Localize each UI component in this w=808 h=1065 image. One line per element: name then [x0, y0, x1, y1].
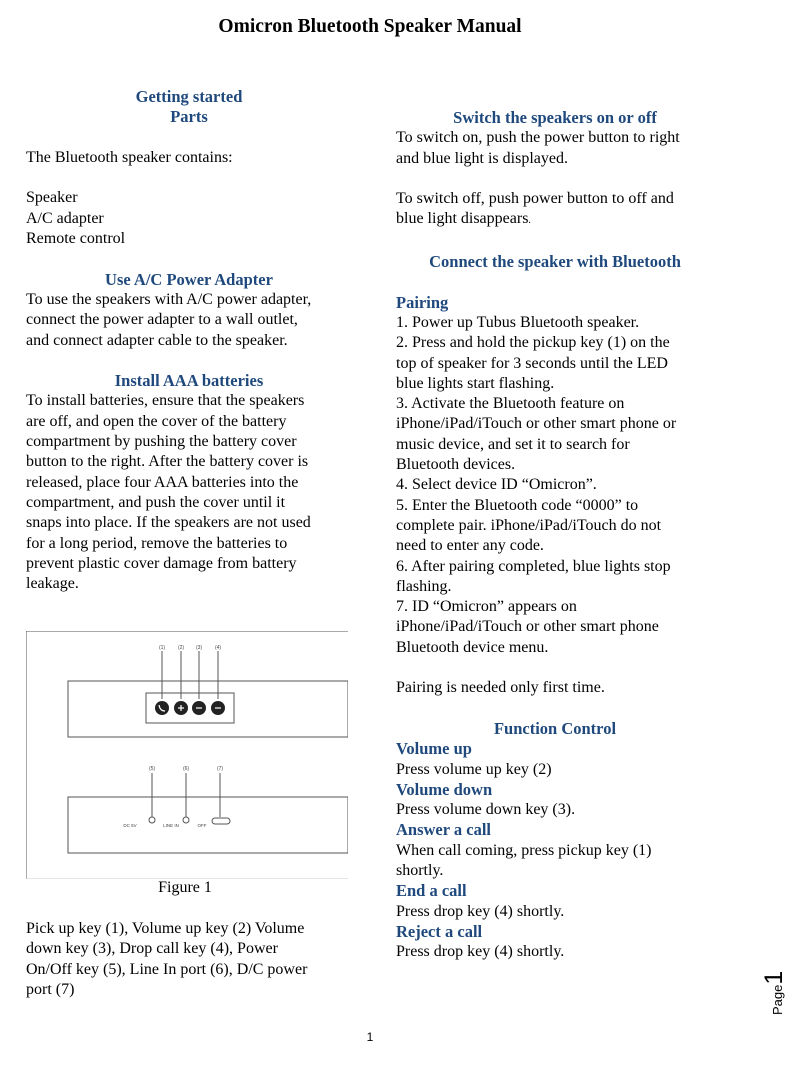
pairing-line: iPhone/iPad/iTouch or other smart phone or: [396, 415, 677, 433]
ac-line: and connect adapter cable to the speaker.: [26, 331, 288, 349]
ac-line: connect the power adapter to a wall outlet,: [26, 311, 298, 329]
switch-off-period: .: [528, 215, 531, 227]
heading-connect-bluetooth: Connect the speaker with Bluetooth: [429, 252, 681, 272]
aaa-line: are off, and open the cover of the battery: [26, 412, 287, 430]
pairing-note: Pairing is needed only first time.: [396, 679, 605, 697]
figure-label: (1): [158, 645, 166, 651]
figure-label: (2): [177, 645, 185, 651]
figure-label: (7): [216, 766, 224, 772]
aaa-line: leakage.: [26, 575, 79, 593]
dc-port: [149, 817, 155, 823]
pickup-key-icon: [155, 701, 169, 715]
speaker-top-view: [68, 681, 348, 737]
function-line: Press drop key (4) shortly.: [396, 902, 565, 920]
figure-caption: Figure 1: [158, 879, 212, 896]
function-line: Press volume up key (2): [396, 760, 552, 778]
figure-label: (5): [148, 766, 156, 772]
port-label: OFF: [197, 823, 207, 828]
speaker-diagram-figure: [26, 631, 348, 879]
document-title: Omicron Bluetooth Speaker Manual: [218, 16, 522, 37]
pairing-line: 2. Press and hold the pickup key (1) on the: [396, 334, 670, 352]
switch-off-line-2: [396, 209, 714, 231]
keys-line: down key (3), Drop call key (4), Power: [26, 940, 278, 958]
heading-getting-started: Getting started: [135, 87, 243, 106]
port-label: LINE IN: [163, 823, 179, 828]
heading-aaa-batteries: Install AAA batteries: [114, 371, 264, 391]
heading-ac-adapter: Use A/C Power Adapter: [105, 269, 273, 289]
heading-answer-call: Answer a call: [396, 820, 492, 840]
heading-switch: Switch the speakers on or off: [453, 108, 657, 127]
heading-volume-down: Volume down: [396, 779, 493, 799]
aaa-line: released, place four AAA batteries into the: [26, 473, 299, 491]
pairing-line: flashing.: [396, 577, 452, 595]
aaa-line: To install batteries, ensure that the speakers: [26, 392, 305, 410]
pairing-line: top of speaker for 3 seconds until the LED: [396, 354, 668, 372]
function-line: Press drop key (4) shortly.: [396, 943, 565, 961]
pairing-line: 5. Enter the Bluetooth code “0000” to: [396, 496, 639, 514]
pairing-line: Bluetooth device menu.: [396, 638, 549, 656]
pairing-line: 1. Power up Tubus Bluetooth speaker.: [396, 313, 640, 331]
aaa-line: compartment by pushing the battery cover: [26, 433, 297, 451]
heading-pairing: Pairing: [396, 292, 449, 312]
figure-label: (6): [182, 766, 190, 772]
heading-reject-call: Reject a call: [396, 921, 483, 941]
pairing-line: 3. Activate the Bluetooth feature on: [396, 395, 625, 413]
heading-end-call: End a call: [396, 881, 467, 901]
heading-parts: Parts: [170, 107, 208, 127]
aaa-line: for a long period, remove the batteries to: [26, 534, 288, 552]
pairing-line: complete pair. iPhone/iPad/iTouch do not: [396, 516, 662, 534]
ac-line: To use the speakers with A/C power adapter,: [26, 290, 312, 308]
switch-off-text: blue light disappears: [396, 210, 529, 228]
aaa-line: snaps into place. If the speakers are not used: [26, 514, 311, 532]
parts-item: Remote control: [26, 230, 126, 248]
switch-on-line: To switch on, push the power button to right: [396, 129, 680, 147]
switch-off-line: To switch off, push power button to off and: [396, 190, 674, 208]
page-word: Page: [770, 984, 785, 1015]
function-line: When call coming, press pickup key (1): [396, 841, 652, 859]
parts-item: Speaker: [26, 189, 78, 207]
footer-page-number: 1: [366, 1030, 374, 1044]
pairing-line: iPhone/iPad/iTouch or other smart phone: [396, 618, 659, 636]
pairing-line: 7. ID “Omicron” appears on: [396, 598, 577, 616]
page-marker: [752, 955, 792, 1021]
heading-volume-up: Volume up: [396, 739, 472, 759]
pairing-line: need to enter any code.: [396, 537, 544, 555]
pairing-line: blue lights start flashing.: [396, 374, 555, 392]
pairing-line: 6. After pairing completed, blue lights stop: [396, 557, 671, 575]
keys-line: Pick up key (1), Volume up key (2) Volume: [26, 920, 305, 937]
heading-function-control: Function Control: [493, 718, 617, 738]
pairing-line: Bluetooth devices.: [396, 456, 516, 474]
figure-label: (3): [195, 645, 203, 651]
port-label: DC 5V: [123, 823, 137, 828]
line-in-port: [183, 817, 189, 823]
power-switch: [212, 818, 230, 824]
parts-item: A/C adapter: [26, 209, 104, 227]
keys-description: [26, 919, 352, 1000]
left-column: [26, 87, 352, 594]
page-marker-number: 1: [760, 970, 788, 985]
keys-line: On/Off key (5), Line In port (6), D/C power: [26, 960, 308, 978]
speaker-back-view: [68, 797, 348, 853]
contains-text: The Bluetooth speaker contains:: [26, 148, 233, 166]
function-line: Press volume down key (3).: [396, 801, 576, 819]
aaa-line: prevent plastic cover damage from battery: [26, 554, 297, 572]
function-line: shortly.: [396, 861, 444, 879]
aaa-line: button to the right. After the battery cover is: [26, 453, 309, 471]
keys-line: port (7): [26, 980, 75, 998]
switch-on-line: and blue light is displayed.: [396, 149, 568, 167]
pairing-line: music device, and set it to search for: [396, 435, 630, 453]
aaa-line: compartment, and push the cover until it: [26, 493, 286, 511]
right-column: [396, 108, 714, 962]
pairing-line: 4. Select device ID “Omicron”.: [396, 476, 597, 494]
figure-label: (4): [214, 645, 222, 651]
